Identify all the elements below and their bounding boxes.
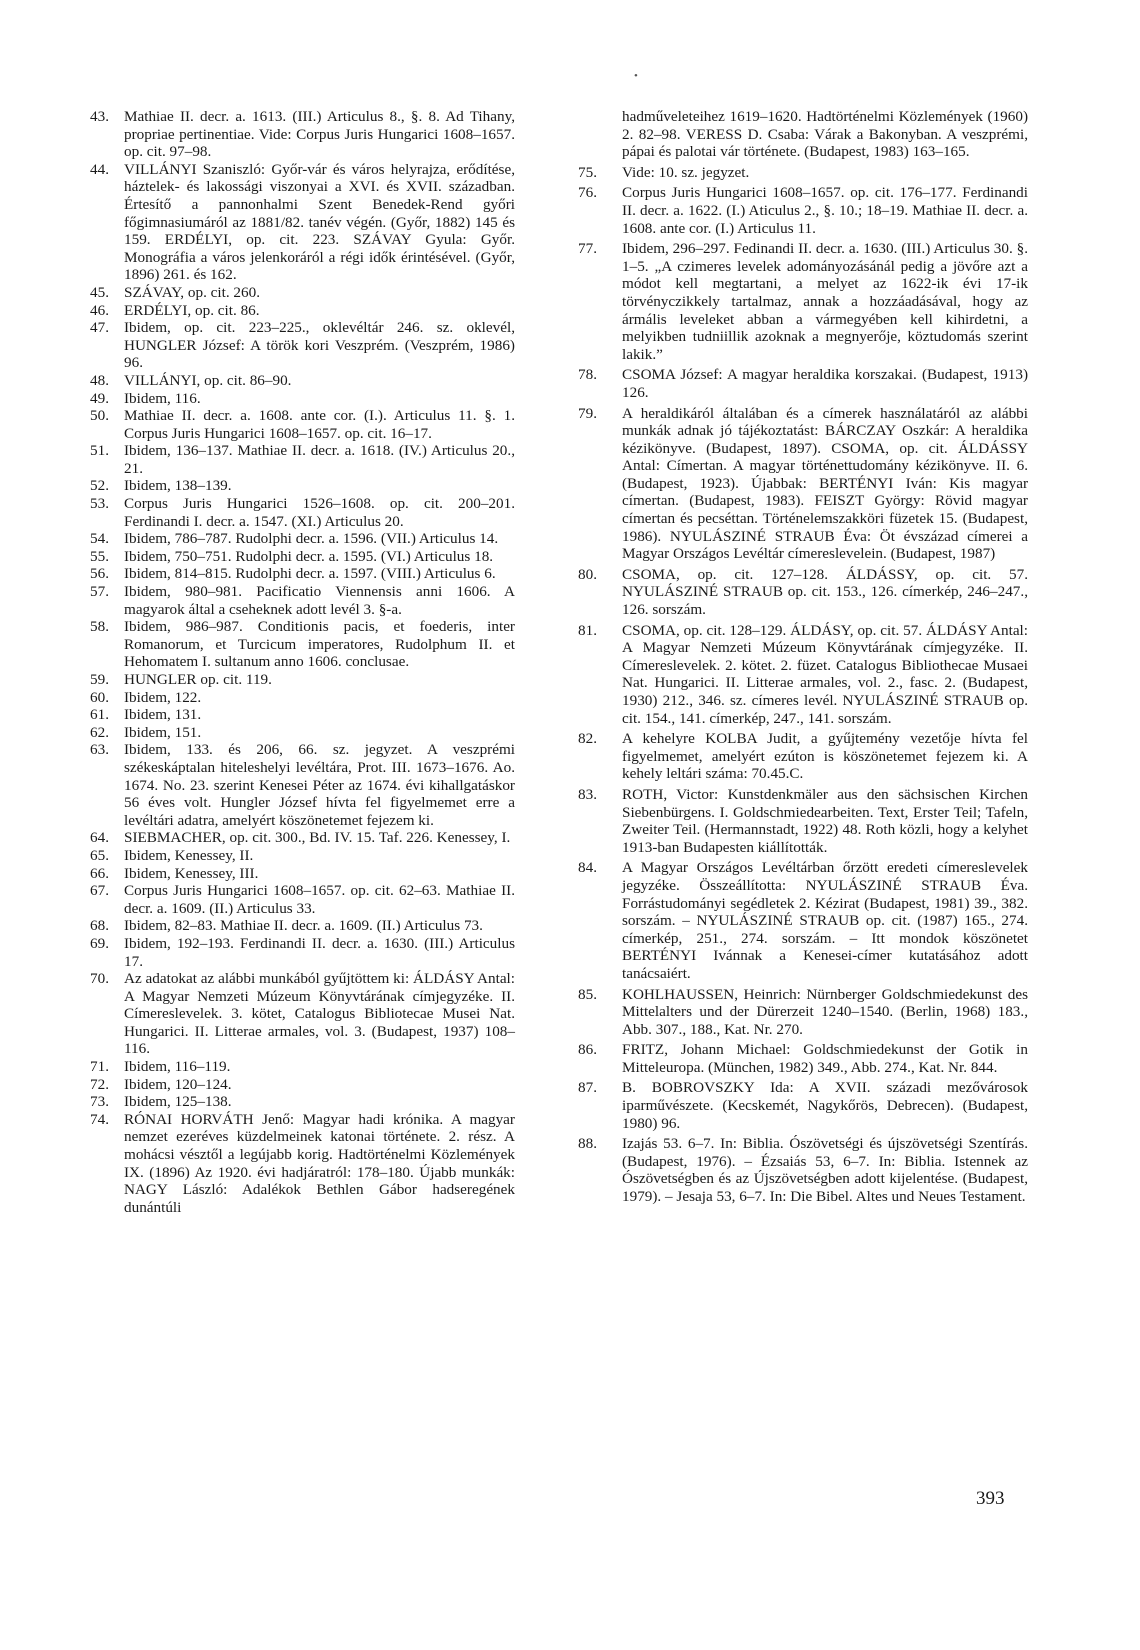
- footnote-text: Ibidem, Kenessey, III.: [124, 864, 259, 882]
- footnote-text: HUNGLER op. cit. 119.: [124, 671, 272, 688]
- footnote-item: [90, 1093, 515, 1111]
- footnote-number: 64.: [90, 829, 109, 847]
- footnote-item: [90, 108, 515, 161]
- footnote-item: [578, 366, 1028, 401]
- footnote-text: Ibidem, 82–83. Mathiae II. decr. a. 1609. (II.) Articulus 73.: [124, 917, 483, 935]
- footnote-text: VILLÁNYI Szaniszló: Győr-vár és város helyrajza, erődítése, háztelek- és lakossági viszonyai a XVI. és XVII. században. Értesítő a pannonhalmi Szent Benedek-Rend győri főgimnasiumáról az 1881/82. tanév végén. (Győr, 1882) 145 és 159. ERDÉLYI, op. cit. 223. SZÁVAY Gyula: Győr. Monográfia a város jelenkoráról a régi idők érintésével. (Győr, 1896) 261. és 162.: [124, 160, 515, 284]
- footnote-number: 78.: [578, 366, 597, 384]
- footnote-item: [578, 405, 1028, 563]
- footnote-text: Corpus Juris Hungarici 1608–1657. op. cit. 62–63. Mathiae II. decr. a. 1609. (II.) Articulus 33.: [124, 882, 515, 917]
- footnote-number: 52.: [90, 477, 109, 495]
- footnote-item: [90, 161, 515, 284]
- footnote-item: [578, 566, 1028, 619]
- footnote-text: Vide: 10. sz. jegyzet.: [622, 163, 750, 181]
- footnote-text: A kehelyre KOLBA Judit, a gyűjtemény vezetője hívta fel figyelmemet, amelyért ezúton is köszönetemet fejezem ki. A kehely leltári száma: 70.45.C.: [622, 730, 1028, 783]
- footnote-text: Ibidem, Kenessey, II.: [124, 846, 254, 864]
- footnote-text: Ibidem, 814–815. Rudolphi decr. a. 1597. (VIII.) Articulus 6.: [124, 565, 496, 583]
- footnote-text: ERDÉLYI, op. cit. 86.: [124, 301, 260, 319]
- footnote-item: [90, 706, 515, 724]
- footnote-text: hadműveleteihez 1619–1620. Hadtörténelmi Közlemények (1960) 2. 82–98. VERESS D. Csaba: Várak a Bakonyban. A veszprémi, pápai és palotai vár története. (Budapest, 1983) 163–165.: [622, 108, 1028, 161]
- footnote-number: 43.: [90, 108, 109, 125]
- footnote-item: [90, 865, 515, 883]
- page-number: 393: [976, 1488, 1005, 1509]
- footnote-text: A heraldikáról általában és a címerek használatáról az alábbi munkák adnak jó tájékoztatást: BÁRCZAY Oszkár: A heraldika kézikönyve. (Budapest, 1897). CSOMA, op. cit. ÁLDÁSSY Antal: Címertan. A magyar történettudomány kézikönyve. II. 6. (Budapest, 1923). Újabbak: BERTÉNYI Iván: Kis magyar címertan. (Budapest, 1983). FEISZT György: Rövid magyar címertan és pecséttan. Történelemszakköri füzetek 15. (Budapest, 1986). NYULÁSZINÉ STRAUB Éva: Öt évszázad címerei a Magyar Országos Levéltár címereslevelein. (Budapest, 1987): [622, 404, 1028, 563]
- footnote-item: [90, 495, 515, 530]
- footnote-number: 44.: [90, 160, 109, 178]
- footnote-text: A Magyar Országos Levéltárban őrzött eredeti címereslevelek jegyzéke. Összeállította: NYULÁSZINÉ STRAUB Éva. Forrástudományi segédletek 2. Kézirat (Budapest, 1981) 39., 382. sorszám. – NYULÁSZINÉ STRAUB op. cit. (1987) 165., 274. címerkép, 251., 274. sorszám. – Itt mondok köszönetet BERTÉNYI Ivánnak a Kenesei-címer kutatásához adott tanácsaiért.: [622, 859, 1028, 982]
- footnote-number: 70.: [90, 970, 109, 988]
- footnote-number: 56.: [90, 565, 109, 583]
- footnote-number: 73.: [90, 1093, 109, 1111]
- footnote-text: Corpus Juris Hungarici 1526–1608. op. cit. 200–201. Ferdinandi I. decr. a. 1547. (XI.) Articulus 20.: [124, 495, 515, 530]
- footnote-text: Ibidem, 125–138.: [124, 1093, 232, 1111]
- footnote-text: KOHLHAUSSEN, Heinrich: Nürnberger Goldschmiedekunst des Mittelalters und der Dürerzeit 1240–1540. (Berlin, 1968) 183., Abb. 307., 188., Kat. Nr. 270.: [622, 985, 1028, 1038]
- footnote-number: 79.: [578, 404, 597, 422]
- footnote-number: [578, 108, 622, 161]
- footnote-number: 75.: [578, 163, 597, 181]
- footnote-text: FRITZ, Johann Michael: Goldschmiedekunst der Gotik in Mitteleuropa. (München, 1982) 349., Abb. 274., Kat. Nr. 844.: [622, 1041, 1028, 1076]
- footnote-text: Ibidem, 138–139.: [124, 477, 232, 495]
- footnote-item: [90, 689, 515, 707]
- footnote-number: 87.: [578, 1079, 597, 1097]
- footnote-number: 86.: [578, 1041, 597, 1059]
- footnote-number: 72.: [90, 1075, 109, 1093]
- footnote-item: [90, 372, 515, 390]
- footnote-item: [578, 859, 1028, 982]
- page-mark: •: [634, 70, 638, 82]
- footnote-number: 54.: [90, 530, 109, 548]
- footnote-item: [578, 730, 1028, 783]
- footnote-item: [578, 1079, 1028, 1132]
- footnote-number: 85.: [578, 985, 597, 1003]
- footnote-text: Ibidem, 136–137. Mathiae II. decr. a. 1618. (IV.) Articulus 20., 21.: [124, 442, 515, 477]
- footnote-number: 66.: [90, 864, 109, 882]
- footnote-text: Ibidem, 192–193. Ferdinandi II. decr. a. 1630. (III.) Articulus 17.: [124, 934, 515, 970]
- footnote-text: VILLÁNYI, op. cit. 86–90.: [124, 371, 292, 389]
- footnote-item: [90, 671, 515, 689]
- footnote-item: [90, 847, 515, 865]
- footnote-item: [90, 935, 515, 970]
- footnote-text: Ibidem, 786–787. Rudolphi decr. a. 1596. (VII.) Articulus 14.: [124, 530, 499, 548]
- footnote-item: [90, 970, 515, 1058]
- footnote-text: Ibidem, 131.: [124, 706, 202, 724]
- footnote-number: 47.: [90, 319, 109, 337]
- footnote-item: [90, 302, 515, 320]
- footnote-text: Ibidem, 116.: [124, 389, 201, 407]
- footnote-text: Ibidem, 116–119.: [124, 1058, 231, 1076]
- footnote-item: [90, 1076, 515, 1094]
- footnote-item: [90, 565, 515, 583]
- footnote-text: CSOMA, op. cit. 128–129. ÁLDÁSY, op. cit. 57. ÁLDÁSY Antal: A Magyar Nemzeti Múzeum Könyvtárának címjegyzéke. II. Címereslevelek. 2. kötet. 2. füzet. Catalogus Bibliothecae Musaei Nat. Hungarici. II. Litterae armales, vol. 2., fasc. 2. (Budapest, 1930) 212., 346. sz. címeres levél. NYULÁSZINÉ STRAUB op. cit. 154., 141. címerkép, 247., 141. sorszám.: [622, 621, 1028, 727]
- footnote-number: 77.: [578, 240, 597, 258]
- footnote-text: Ibidem, 120–124.: [124, 1075, 232, 1093]
- footnote-item: [90, 618, 515, 671]
- footnote-number: 50.: [90, 407, 109, 425]
- footnote-item: [90, 882, 515, 917]
- footnote-text: Mathiae II. decr. a. 1613. (III.) Articulus 8., §. 8. Ad Tihany, propriae pertinentiae. Vide: Corpus Juris Hungarici 1608–1657. op. cit. 97–98.: [124, 108, 515, 161]
- footnote-number: 55.: [90, 547, 109, 565]
- footnote-text: Corpus Juris Hungarici 1608–1657. op. cit. 176–177. Ferdinandi II. decr. a. 1622. (I.) Aticulus 2., §. 10.; 18–19. Mathiae II. decr. a. 1608. ante cor. (I.) Articulus 11.: [622, 184, 1028, 237]
- footnote-number: 60.: [90, 688, 109, 706]
- left-column: [90, 108, 515, 1216]
- footnote-number: 88.: [578, 1135, 597, 1153]
- footnote-text: RÓNAI HORVÁTH Jenő: Magyar hadi krónika. A magyar nemzet ezeréves küzdelmeinek katonai története. 2. rész. A mohácsi vésztől a legújabb korig. Hadtörténelmi Közlemények IX. (1896) Az 1920. évi hadjáratról: 178–180. Újabb munkák: NAGY László: Adalékok Bethlen Gábor hadseregének dunántúli: [124, 1110, 515, 1216]
- footnote-number: 65.: [90, 846, 109, 864]
- footnote-item: [90, 583, 515, 618]
- footnote-text: SZÁVAY, op. cit. 260.: [124, 283, 261, 301]
- right-column: [578, 108, 1028, 1209]
- footnote-number: 63.: [90, 741, 109, 759]
- footnote-item: [90, 548, 515, 566]
- footnote-number: 45.: [90, 283, 109, 301]
- footnote-item: [90, 1111, 515, 1217]
- footnote-number: 46.: [90, 301, 109, 319]
- footnote-number: 58.: [90, 618, 109, 636]
- footnote-item: [90, 741, 515, 829]
- footnote-number: 59.: [90, 671, 109, 688]
- footnote-text: SIEBMACHER, op. cit. 300., Bd. IV. 15. Taf. 226. Kenessey, I.: [124, 829, 511, 847]
- footnote-text: Izajás 53. 6–7. In: Biblia. Ószövetségi és újszövetségi Szentírás. (Budapest, 1976). – Ézsaiás 53, 6–7. In: Biblia. Istennek az Ószövetségben és az Újszövetségben adott kijelentése. (Budapest, 1979). – Jesaja 53, 6–7. In: Die Bibel. Altes und Neues Testament.: [622, 1135, 1028, 1206]
- footnote-item: [90, 407, 515, 442]
- footnote-item: [578, 108, 1028, 161]
- footnote-item: [90, 284, 515, 302]
- footnote-text: Mathiae II. decr. a. 1608. ante cor. (I.). Articulus 11. §. 1. Corpus Juris Hungarici 1608–1657. op. cit. 16–17.: [124, 407, 515, 442]
- footnote-item: [578, 986, 1028, 1039]
- footnote-item: [90, 477, 515, 495]
- footnote-text: Ibidem, 986–987. Conditionis pacis, et foederis, inter Romanorum, et Turcicum imperatores, Rudolphum II. et Hehomatem I. sultanum anno 1606. conclusae.: [124, 618, 515, 671]
- footnote-item: [90, 829, 515, 847]
- footnote-item: [578, 164, 1028, 182]
- footnote-item: [578, 622, 1028, 728]
- footnote-number: 80.: [578, 565, 597, 583]
- footnote-text: Ibidem, op. cit. 223–225., oklevéltár 246. sz. oklevél, HUNGLER József: A török kori Veszprém. (Veszprém, 1986) 96.: [124, 319, 515, 372]
- footnote-item: [578, 240, 1028, 363]
- footnote-text: Ibidem, 296–297. Fedinandi II. decr. a. 1630. (III.) Articulus 30. §. 1–5. „A czimeres levelek adományozásánál pedig a jövőre azt a módot kell megtartani, a melyet az 1622-ik évi 17-ik törvényczikkely tartalmaz, annak a hozzáadásával, hogy az ármális leveleket abban a vármegyében kell kihirdetni, a melyikben tudniillik azoknak a megnyerője, köztudomás szerint lakik.”: [622, 240, 1028, 363]
- footnote-text: Ibidem, 980–981. Pacificatio Viennensis anni 1606. A magyarok által a cseheknek adott levél 3. §-a.: [124, 583, 515, 618]
- footnote-number: 83.: [578, 785, 597, 803]
- footnote-text: ROTH, Victor: Kunstdenkmäler aus den sächsischen Kirchen Siebenbürgens. I. Goldschmiedearbeiten. Text, Erster Teil; Tafeln, Zweiter Teil. (Hermannstadt, 1922) 48. Roth közli, hogy a kelyhet 1913-ban Budapesten kiállították.: [622, 785, 1028, 856]
- footnote-number: 74.: [90, 1110, 109, 1128]
- footnote-text: Az adatokat az alábbi munkából gyűjtöttem ki: ÁLDÁSY Antal: A Magyar Nemzeti Múzeum Könyvtárának címjegyzéke. II. Címereslevelek. 3. kötet, Catalogus Bibliotecae Musei Nat. Hungarici. II. Litterae armales, vol. 3. (Budapest, 1937) 108–116.: [124, 970, 515, 1058]
- footnote-number: 53.: [90, 495, 109, 513]
- footnote-number: 62.: [90, 723, 109, 741]
- footnote-item: [90, 442, 515, 477]
- footnote-item: [578, 1041, 1028, 1076]
- footnote-text: CSOMA József: A magyar heraldika korszakai. (Budapest, 1913) 126.: [622, 366, 1028, 401]
- footnote-item: [578, 184, 1028, 237]
- footnote-item: [90, 390, 515, 408]
- footnote-text: B. BOBROVSZKY Ida: A XVII. századi mezővárosok iparművészete. (Kecskemét, Nagykőrös, Debrecen). (Budapest, 1980) 96.: [622, 1079, 1028, 1132]
- footnote-item: [90, 530, 515, 548]
- footnote-number: 82.: [578, 730, 597, 748]
- footnote-item: [578, 786, 1028, 856]
- footnote-text: Ibidem, 122.: [124, 688, 202, 706]
- footnote-number: 69.: [90, 934, 109, 952]
- footnote-number: 49.: [90, 389, 109, 407]
- footnote-item: [90, 917, 515, 935]
- footnote-text: Ibidem, 151.: [124, 723, 202, 741]
- footnote-item: [90, 1058, 515, 1076]
- footnote-number: 48.: [90, 371, 109, 389]
- footnote-number: 61.: [90, 706, 109, 724]
- footnote-number: 76.: [578, 184, 597, 202]
- footnote-item: [90, 724, 515, 742]
- footnote-number: 51.: [90, 442, 109, 460]
- footnote-text: CSOMA, op. cit. 127–128. ÁLDÁSSY, op. cit. 57. NYULÁSZINÉ STRAUB op. cit. 153., 126. címerkép, 246–247., 126. sorszám.: [622, 565, 1028, 619]
- footnote-text: Ibidem, 133. és 206, 66. sz. jegyzet. A veszprémi székeskáptalan hiteleshelyi levéltára, Prot. III. 1673–1676. Ao. 1674. No. 23. szerint Kenesei Péter az 1674. évi kihallgatáskor 56 éves volt. Hungler József hívta fel figyelmemet erre a levéltári adatra, amelyért köszönetemet fejezem ki.: [124, 741, 515, 829]
- footnote-number: 57.: [90, 583, 109, 601]
- footnote-item: [578, 1135, 1028, 1205]
- footnote-item: [90, 319, 515, 372]
- footnote-number: 68.: [90, 917, 109, 935]
- footnote-text: Ibidem, 750–751. Rudolphi decr. a. 1595. (VI.) Articulus 18.: [124, 547, 494, 565]
- footnote-number: 84.: [578, 859, 597, 877]
- footnote-number: 71.: [90, 1058, 109, 1076]
- footnote-number: 81.: [578, 621, 597, 639]
- footnote-number: 67.: [90, 882, 109, 900]
